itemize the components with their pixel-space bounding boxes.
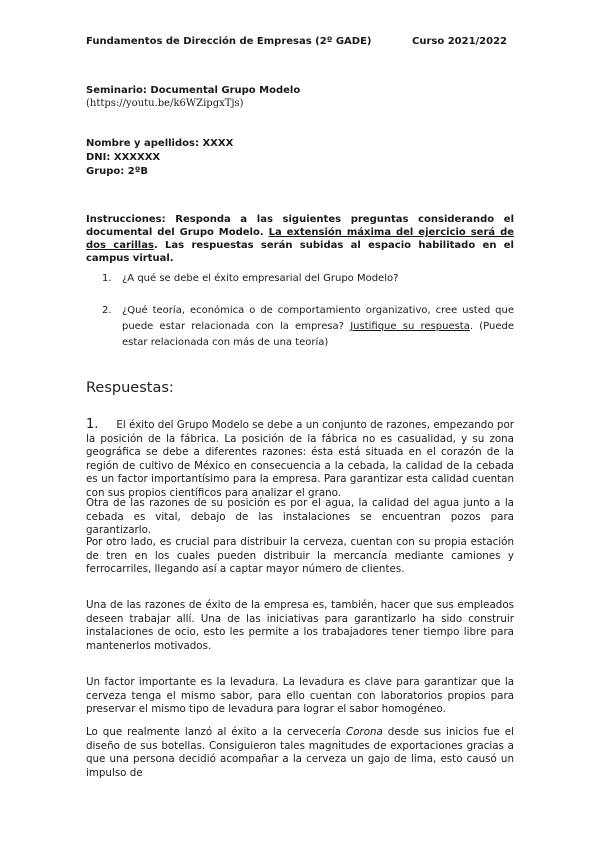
student-dni: DNI: XXXXXX xyxy=(86,152,161,163)
question-text-lead: ¿Qué teoría, económica o de comportamiento organizativo, cree usted que puede estar relacionada con la empresa? xyxy=(122,305,514,332)
question-text: ¿A qué se debe el éxito empresarial del Grupo Modelo? xyxy=(122,273,399,284)
seminar-title: Seminario: Documental Grupo Modelo xyxy=(86,85,301,96)
course-title: Fundamentos de Dirección de Empresas (2º GADE) xyxy=(86,36,372,47)
answers-heading: Respuestas: xyxy=(86,380,174,396)
instructions-underlined: La extensión máxima del ejercicio será de dos carillas xyxy=(86,227,515,251)
question-1 xyxy=(102,272,514,285)
answer-paragraph-1 xyxy=(86,418,514,500)
academic-year: Curso 2021/2022 xyxy=(412,36,508,47)
answer-paragraph-3: Por otro lado, es crucial para distribuir la cerveza, cuentan con su propia estación de tren en los cuales pueden distribuir la mercancía mediante camiones y ferrocarriles, llegando así a captar mayor número de clientes. xyxy=(86,536,514,575)
seminar-url: (https://youtu.be/k6WZipgxTjs) xyxy=(86,98,244,109)
answer-paragraph-6 xyxy=(86,726,514,780)
student-name: Nombre y apellidos: XXXX xyxy=(86,138,234,149)
answer-number: 1. xyxy=(86,417,99,432)
question-2 xyxy=(102,303,514,351)
answer-text: El éxito del Grupo Modelo se debe a un conjunto de razones, empezando por la posición de la fábrica. La posición de la fábrica no es casualidad, y su zona geográfica se debe a diferentes razones: ésta está situada en el corazón de la región de cultivo de México en consecuencia a la cebada, la calidad de la cebada es un factor importantísimo para la empresa. Para garantizar esta calidad cuentan con sus propios científicos para analizar el grano. xyxy=(86,419,514,499)
answer-text-lead: Lo que realmente lanzó al éxito a la cervecería xyxy=(86,726,346,738)
answer-paragraph-4: Una de las razones de éxito de la empresa es, también, hacer que sus empleados deseen trabajar allí. Una de las iniciativas para garantizarlo ha sido construir instalaciones de ocio, esto les permite a los trabajadores tener tiempo libre para mantenerlos motivados. xyxy=(86,599,514,652)
question-number: 2. xyxy=(102,305,112,316)
instructions xyxy=(86,213,514,265)
question-text xyxy=(122,303,514,351)
instructions-tail: . Las respuestas serán subidas al espacio habilitado en el campus virtual. xyxy=(86,240,514,264)
brand-name: Corona xyxy=(346,726,383,738)
answer-paragraph-2: Otra de las razones de su posición es por el agua, la calidad del agua junto a la cebada es vital, debajo de las instalaciones se encuentran pozos para garantizarlo. xyxy=(86,497,514,536)
answer-paragraph-5: Un factor importante es la levadura. La levadura es clave para garantizar que la cerveza tenga el mismo sabor, para ello cuentan con laboratorios propios para preservar el mismo tipo de levadura para lograr el sabor homogéneo. xyxy=(86,676,514,715)
answer-text-tail: desde sus inicios fue el diseño de sus botellas. Consiguieron tales magnitudes de exportaciones gracias a que una persona decidió acompañar a la cerveza un gajo de lima, esto causó un impulso de xyxy=(86,726,515,779)
question-text-tail: . (Puede estar relacionada con más de una teoría) xyxy=(122,321,514,348)
instructions-lead: Instrucciones: Responda a las siguientes preguntas considerando el documental del Grupo Modelo. xyxy=(86,214,514,238)
student-group: Grupo: 2ºB xyxy=(86,166,148,177)
question-text-underlined: Justifique su respuesta xyxy=(350,321,470,332)
question-number: 1. xyxy=(102,273,112,284)
